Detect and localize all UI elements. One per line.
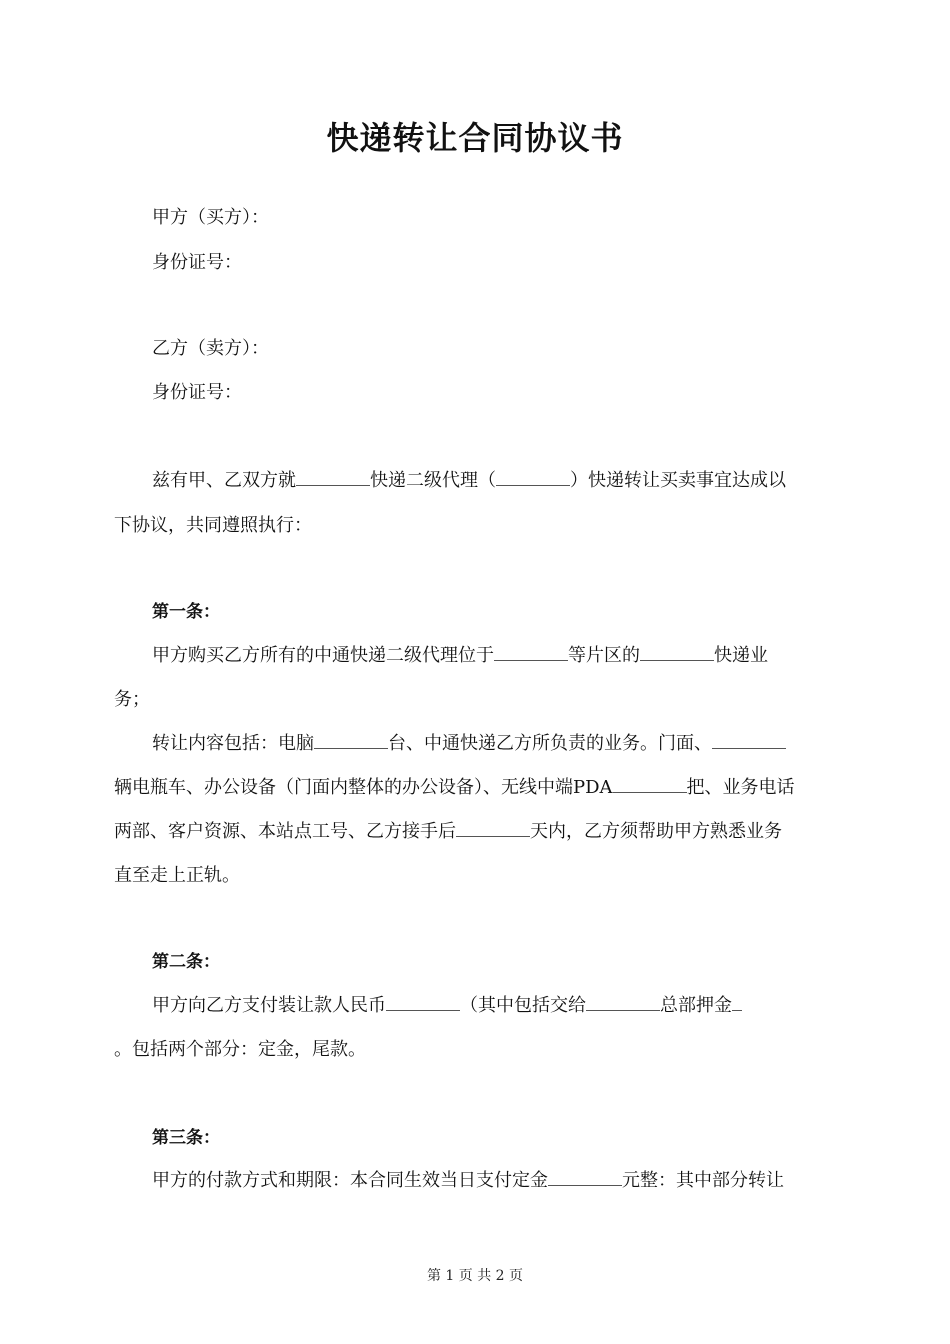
- blank-field[interactable]: [496, 467, 570, 486]
- article-1-line-6: 直至走上正轨。: [114, 865, 240, 886]
- article-1-text: 快递业: [714, 645, 768, 666]
- article-1-text: 辆电瓶车、办公设备（门面内整体的办公设备）、无线中端PDA: [114, 777, 613, 798]
- article-1-heading: 第一条：: [152, 602, 220, 622]
- article-2-line-1: [152, 992, 742, 1020]
- intro-text-2: 快递二级代理（: [370, 470, 496, 491]
- article-3-line-1: [152, 1167, 784, 1195]
- article-3-text: 甲方的付款方式和期限：本合同生效当日支付定金: [152, 1170, 548, 1191]
- blank-field[interactable]: [613, 774, 687, 793]
- intro-text-1: 兹有甲、乙双方就: [152, 470, 296, 491]
- article-1-text: 甲方购买乙方所有的中通快递二级代理位于: [152, 645, 494, 666]
- blank-field[interactable]: [296, 467, 370, 486]
- article-1-text: 台、中通快递乙方所负责的业务。门面、: [388, 733, 712, 754]
- article-1-text: 转让内容包括：电脑: [152, 733, 314, 754]
- page-number: 第 1 页 共 2 页: [426, 1268, 524, 1284]
- article-1-line-2: 务；: [114, 689, 150, 710]
- article-1-text: 等片区的: [568, 645, 640, 666]
- article-2-line-2: 。包括两个部分：定金，尾款。: [114, 1039, 366, 1060]
- blank-field[interactable]: [314, 730, 388, 749]
- blank-field[interactable]: [456, 818, 530, 837]
- blank-field[interactable]: [548, 1167, 622, 1186]
- blank-field[interactable]: [494, 642, 568, 661]
- article-1-line-3: [152, 730, 786, 758]
- blank-field[interactable]: [386, 992, 460, 1011]
- blank-field[interactable]: [732, 992, 742, 1011]
- article-2-heading: 第二条：: [152, 952, 220, 972]
- blank-field[interactable]: [712, 730, 786, 749]
- blank-field[interactable]: [640, 642, 714, 661]
- article-3-heading: 第三条：: [152, 1128, 220, 1148]
- article-1-line-4: [114, 774, 795, 802]
- article-2-text: 甲方向乙方支付装让款人民币: [152, 995, 386, 1016]
- article-2-text: 总部押金: [660, 995, 732, 1016]
- blank-field[interactable]: [586, 992, 660, 1011]
- document-title: 快递转让合同协议书: [326, 119, 624, 157]
- article-1-line-5: [114, 818, 782, 846]
- intro-line-1: [152, 467, 786, 495]
- article-3-text: 元整：其中部分转让: [622, 1170, 784, 1191]
- party-b-id-label: 身份证号：: [152, 382, 242, 403]
- party-a-label: 甲方（买方）：: [152, 207, 269, 228]
- party-b-label: 乙方（卖方）：: [152, 338, 269, 359]
- article-1-text: 把、业务电话: [686, 777, 795, 798]
- article-1-text: 天内，乙方须帮助甲方熟悉业务: [530, 821, 782, 842]
- intro-line-2: 下协议，共同遵照执行：: [114, 515, 312, 536]
- article-1-text: 两部、客户资源、本站点工号、乙方接手后: [114, 821, 456, 842]
- party-a-id-label: 身份证号：: [152, 252, 242, 273]
- article-2-text: （其中包括交给: [460, 995, 586, 1016]
- intro-text-3: ）快递转让买卖事宜达成以: [570, 470, 786, 491]
- article-1-line-1: [152, 642, 768, 670]
